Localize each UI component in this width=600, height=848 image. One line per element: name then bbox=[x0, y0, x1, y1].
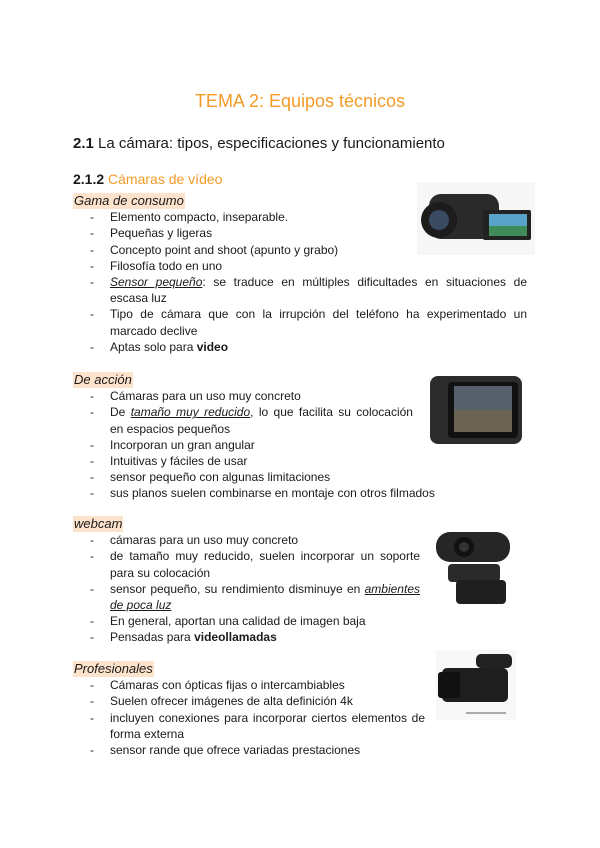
section-webcam bbox=[73, 516, 527, 646]
list-item: - Incorporan un gran angular bbox=[73, 437, 413, 453]
subsection-number: 2.1.2 bbox=[73, 171, 105, 187]
section-accion bbox=[73, 372, 527, 502]
list-item bbox=[73, 629, 420, 645]
section-number: 2.1 bbox=[73, 135, 94, 152]
list-item: - Filosofía todo en uno bbox=[73, 258, 527, 274]
list-item: - sensor rande que ofrece variadas prestaciones bbox=[73, 742, 425, 758]
list-item bbox=[73, 339, 527, 355]
list-item: - Intuitivas y fáciles de usar bbox=[73, 453, 413, 469]
category-label: Gama de consumo bbox=[74, 193, 184, 208]
list-item: - Pequeñas y ligeras bbox=[73, 225, 527, 241]
list-item bbox=[73, 404, 413, 436]
item-text: Aptas solo para bbox=[110, 339, 197, 354]
subsection-text: Cámaras de vídeo bbox=[108, 171, 223, 187]
list-item: - de tamaño muy reducido, suelen incorporar un soporte para su colocación bbox=[73, 548, 420, 580]
category-label: webcam bbox=[74, 516, 123, 531]
item-text: : se traduce en múltiples dificultades en situaciones de escasa luz bbox=[110, 275, 528, 306]
list-item: - sensor pequeño con algunas limitaciones bbox=[73, 469, 413, 485]
list-item: - cámaras para un uso muy concreto bbox=[73, 532, 420, 548]
item-text: Pensadas para bbox=[110, 630, 195, 645]
page-title: TEMA 2: Equipos técnicos bbox=[194, 91, 406, 111]
list-item: - Elemento compacto, inseparable. bbox=[73, 209, 410, 225]
list-item: - Cámaras con ópticas fijas o intercambiables bbox=[73, 677, 425, 693]
emphasis: tamaño muy reducido bbox=[130, 405, 251, 420]
category-label: De acción bbox=[74, 372, 132, 387]
list-item: - Concepto point and shoot (apunto y grabo) bbox=[73, 242, 527, 258]
emphasis: ambientes de poca luz bbox=[110, 581, 420, 613]
item-text: De bbox=[110, 405, 131, 420]
item-text: sensor pequeño, su rendimiento disminuye en bbox=[110, 581, 365, 596]
list-item: - Suelen ofrecer imágenes de alta definición 4k bbox=[73, 693, 425, 709]
subsection-heading bbox=[73, 171, 222, 187]
section-profesionales bbox=[73, 661, 527, 758]
list-item bbox=[73, 274, 527, 306]
list-item: - incluyen conexiones para incorporar ciertos elementos de forma externa bbox=[73, 710, 425, 742]
list-item: - Cámaras para un uso muy concreto bbox=[73, 388, 413, 404]
list-item: - sus planos suelen combinarse en montaje con otros filmados bbox=[73, 485, 530, 501]
bold-text: videollamadas bbox=[194, 630, 277, 645]
list-item: - Tipo de cámara que con la irrupción del teléfono ha experimentado un marcado declive bbox=[73, 306, 527, 338]
section-consumo bbox=[73, 193, 527, 355]
list-item bbox=[73, 581, 420, 613]
category-label: Profesionales bbox=[74, 661, 153, 676]
emphasis: Sensor pequeño bbox=[110, 275, 203, 290]
bold-text: video bbox=[196, 339, 229, 354]
section-text: La cámara: tipos, especificaciones y funcionamiento bbox=[98, 135, 445, 152]
list-item: - En general, aportan una calidad de imagen baja bbox=[73, 613, 420, 629]
section-heading bbox=[73, 135, 445, 152]
item-text: , lo que facilita su colocación en espacios pequeños bbox=[110, 405, 413, 436]
